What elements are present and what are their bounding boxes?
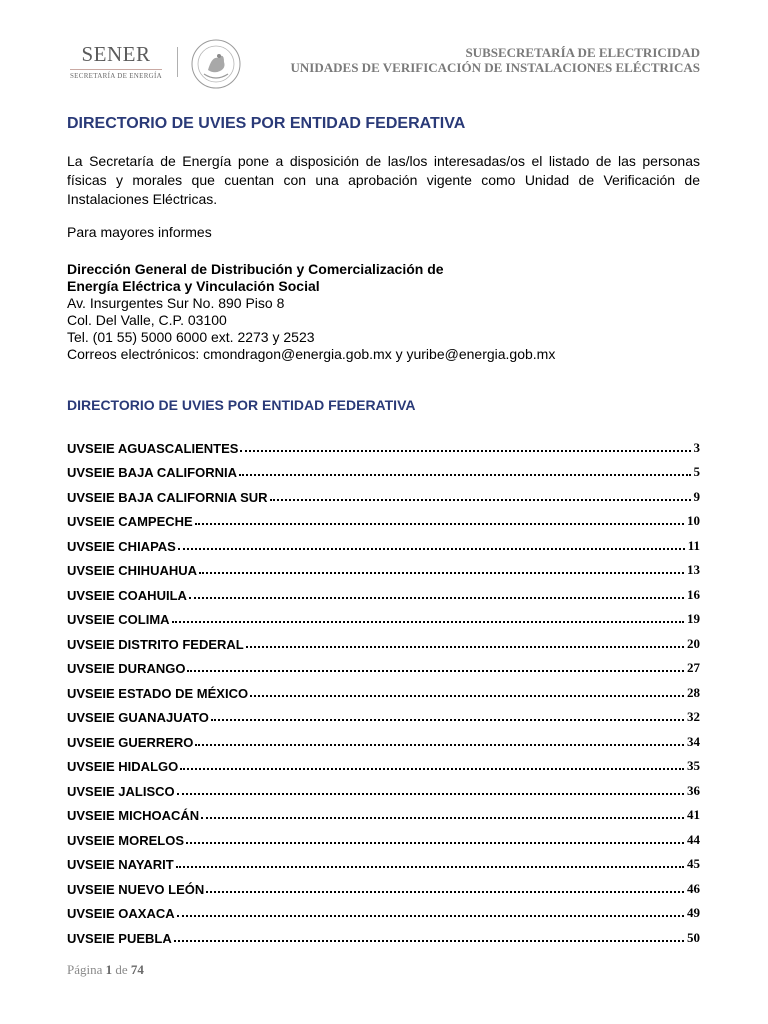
toc-leader	[195, 744, 684, 746]
toc-entry-page[interactable]: 19	[687, 611, 700, 626]
toc-entry-page[interactable]: 41	[687, 807, 700, 822]
toc-leader	[180, 768, 684, 770]
toc-entry-page[interactable]: 13	[687, 562, 700, 577]
toc-entry[interactable]	[67, 431, 700, 456]
toc-entry-label[interactable]: UVSEIE BAJA CALIFORNIA	[67, 465, 237, 480]
toc-leader	[187, 670, 684, 672]
toc-entry[interactable]	[67, 750, 700, 775]
toc-leader	[211, 719, 684, 721]
toc-leader	[195, 523, 684, 525]
toc-leader	[240, 450, 690, 452]
toc-entry-page[interactable]: 46	[687, 880, 700, 896]
toc-entry-page[interactable]: 28	[687, 684, 700, 700]
logo-subtext: SECRETARÍA DE ENERGÍA	[69, 72, 163, 80]
toc-entry-page[interactable]: 49	[687, 905, 700, 920]
colonia-line: Col. Del Valle, C.P. 03100	[67, 312, 227, 328]
toc-entry-page[interactable]: 36	[687, 782, 700, 798]
toc-entry-label[interactable]: UVSEIE PUEBLA	[67, 930, 172, 946]
toc-leader	[201, 817, 684, 819]
toc-entry[interactable]	[67, 774, 700, 799]
toc-entry-label[interactable]: UVSEIE OAXACA	[67, 906, 175, 921]
toc-entry-page[interactable]: 16	[687, 586, 700, 602]
toc-entry-label[interactable]: UVSEIE COLIMA	[67, 612, 170, 627]
toc-leader	[177, 915, 684, 917]
toc-entry[interactable]	[67, 480, 700, 505]
toc-leader	[186, 842, 684, 844]
toc-entry-label[interactable]: UVSEIE MORELOS	[67, 832, 185, 848]
toc-entry[interactable]	[67, 799, 700, 824]
toc-entry[interactable]	[67, 578, 700, 603]
toc-leader	[177, 793, 684, 795]
email-line: Correos electrónicos: cmondragon@energia.gob.mx y yuribe@energia.gob.mx	[67, 346, 556, 362]
toc-entry[interactable]	[67, 627, 700, 652]
toc-entry[interactable]	[67, 921, 700, 946]
toc-entry-label[interactable]: UVSEIE CAMPECHE	[67, 514, 193, 529]
toc-entry-label[interactable]: UVSEIE AGUASCALIENTES	[67, 440, 239, 456]
toc-entry-page[interactable]: 44	[687, 831, 700, 847]
toc-entry[interactable]	[67, 701, 700, 726]
toc-leader	[172, 621, 684, 623]
toc-entry-label[interactable]: UVSEIE HIDALGO	[67, 759, 179, 774]
toc-entry-page[interactable]: 34	[687, 733, 700, 749]
toc-entry-page[interactable]: 32	[687, 709, 700, 724]
header-unidades: UNIDADES DE VERIFICACIÓN DE INSTALACIONES ELÉCTRICAS	[290, 60, 700, 75]
toc-entry[interactable]	[67, 456, 700, 481]
intro-paragraph: La Secretaría de Energía pone a disposición de las/los interesadas/os el listado de las personas físicas y morales que cuentan con una aprobación vigente como Unidad de Verificación de Instalaciones Eléctricas.	[67, 153, 700, 207]
toc-entry-label[interactable]: UVSEIE DURANGO	[67, 661, 186, 676]
phone-line: Tel. (01 55) 5000 6000 ext. 2273 y 2523	[67, 329, 315, 345]
toc-entry[interactable]	[67, 603, 700, 628]
toc-leader	[189, 597, 684, 599]
toc-leader	[250, 695, 684, 697]
toc-leader	[239, 474, 691, 476]
header-divider	[177, 47, 178, 77]
informes-text: Para mayores informes	[67, 224, 212, 240]
toc-entry-page[interactable]: 3	[693, 439, 700, 455]
toc-entry[interactable]	[67, 872, 700, 897]
toc-entry-label[interactable]: UVSEIE BAJA CALIFORNIA SUR	[67, 489, 268, 505]
footer-total-pages: 74	[130, 962, 144, 977]
toc-entry[interactable]	[67, 505, 700, 530]
page-title: DIRECTORIO DE UVIES POR ENTIDAD FEDERATIVA	[67, 115, 466, 132]
toc-entry[interactable]	[67, 897, 700, 922]
toc-leader	[199, 572, 684, 574]
footer-of-word: de	[115, 962, 128, 977]
logo-rule	[70, 69, 162, 70]
toc-entry[interactable]	[67, 848, 700, 873]
contact-address	[67, 261, 555, 363]
table-of-contents	[67, 431, 700, 946]
toc-entry-page[interactable]: 11	[687, 537, 700, 553]
toc-heading: DIRECTORIO DE UVIES POR ENTIDAD FEDERATIVA	[67, 397, 416, 413]
footer-page-word: Página	[67, 962, 103, 977]
toc-entry-label[interactable]: UVSEIE DISTRITO FEDERAL	[67, 636, 244, 652]
page-footer	[67, 962, 144, 978]
toc-entry-label[interactable]: UVSEIE GUERRERO	[67, 734, 194, 750]
toc-entry-label[interactable]: UVSEIE COAHUILA	[67, 587, 187, 603]
toc-entry-page[interactable]: 35	[687, 758, 700, 773]
toc-leader	[206, 891, 684, 893]
toc-entry-page[interactable]: 5	[693, 464, 700, 479]
sener-logo	[66, 42, 166, 82]
toc-entry-page[interactable]: 50	[687, 929, 700, 945]
toc-leader	[246, 646, 684, 648]
toc-entry-page[interactable]: 27	[687, 660, 700, 675]
national-seal-icon	[190, 38, 242, 90]
toc-entry[interactable]	[67, 823, 700, 848]
toc-entry-label[interactable]: UVSEIE ESTADO DE MÉXICO	[67, 685, 249, 701]
header-subsecretaria: SUBSECRETARÍA DE ELECTRICIDAD	[465, 45, 700, 60]
toc-entry[interactable]	[67, 529, 700, 554]
toc-entry-label[interactable]: UVSEIE NUEVO LEÓN	[67, 881, 205, 897]
toc-entry[interactable]	[67, 652, 700, 677]
page-header	[0, 0, 768, 100]
toc-entry-label[interactable]: UVSEIE MICHOACÁN	[67, 808, 200, 823]
toc-leader	[176, 866, 684, 868]
toc-entry-page[interactable]: 9	[693, 488, 700, 504]
street-line: Av. Insurgentes Sur No. 890 Piso 8	[67, 295, 285, 311]
toc-entry-page[interactable]: 45	[687, 856, 700, 871]
toc-entry-label[interactable]: UVSEIE JALISCO	[67, 783, 175, 799]
toc-leader	[178, 548, 685, 550]
toc-entry[interactable]	[67, 725, 700, 750]
header-titles	[291, 45, 700, 75]
footer-current-page: 1	[105, 962, 113, 977]
org-line-1: Dirección General de Distribución y Comercialización de	[67, 261, 444, 277]
org-line-2: Energía Eléctrica y Vinculación Social	[67, 278, 320, 294]
toc-entry[interactable]	[67, 676, 700, 701]
toc-leader	[270, 499, 691, 501]
toc-entry-page[interactable]: 10	[687, 513, 700, 528]
logo-text: SENER	[81, 42, 151, 66]
toc-entry-label[interactable]: UVSEIE GUANAJUATO	[67, 710, 209, 725]
toc-entry-page[interactable]: 20	[687, 635, 700, 651]
toc-entry-label[interactable]: UVSEIE CHIAPAS	[67, 538, 176, 554]
toc-entry-label[interactable]: UVSEIE CHIHUAHUA	[67, 563, 198, 578]
toc-leader	[174, 940, 684, 942]
toc-entry-label[interactable]: UVSEIE NAYARIT	[67, 857, 174, 872]
toc-entry[interactable]	[67, 554, 700, 579]
